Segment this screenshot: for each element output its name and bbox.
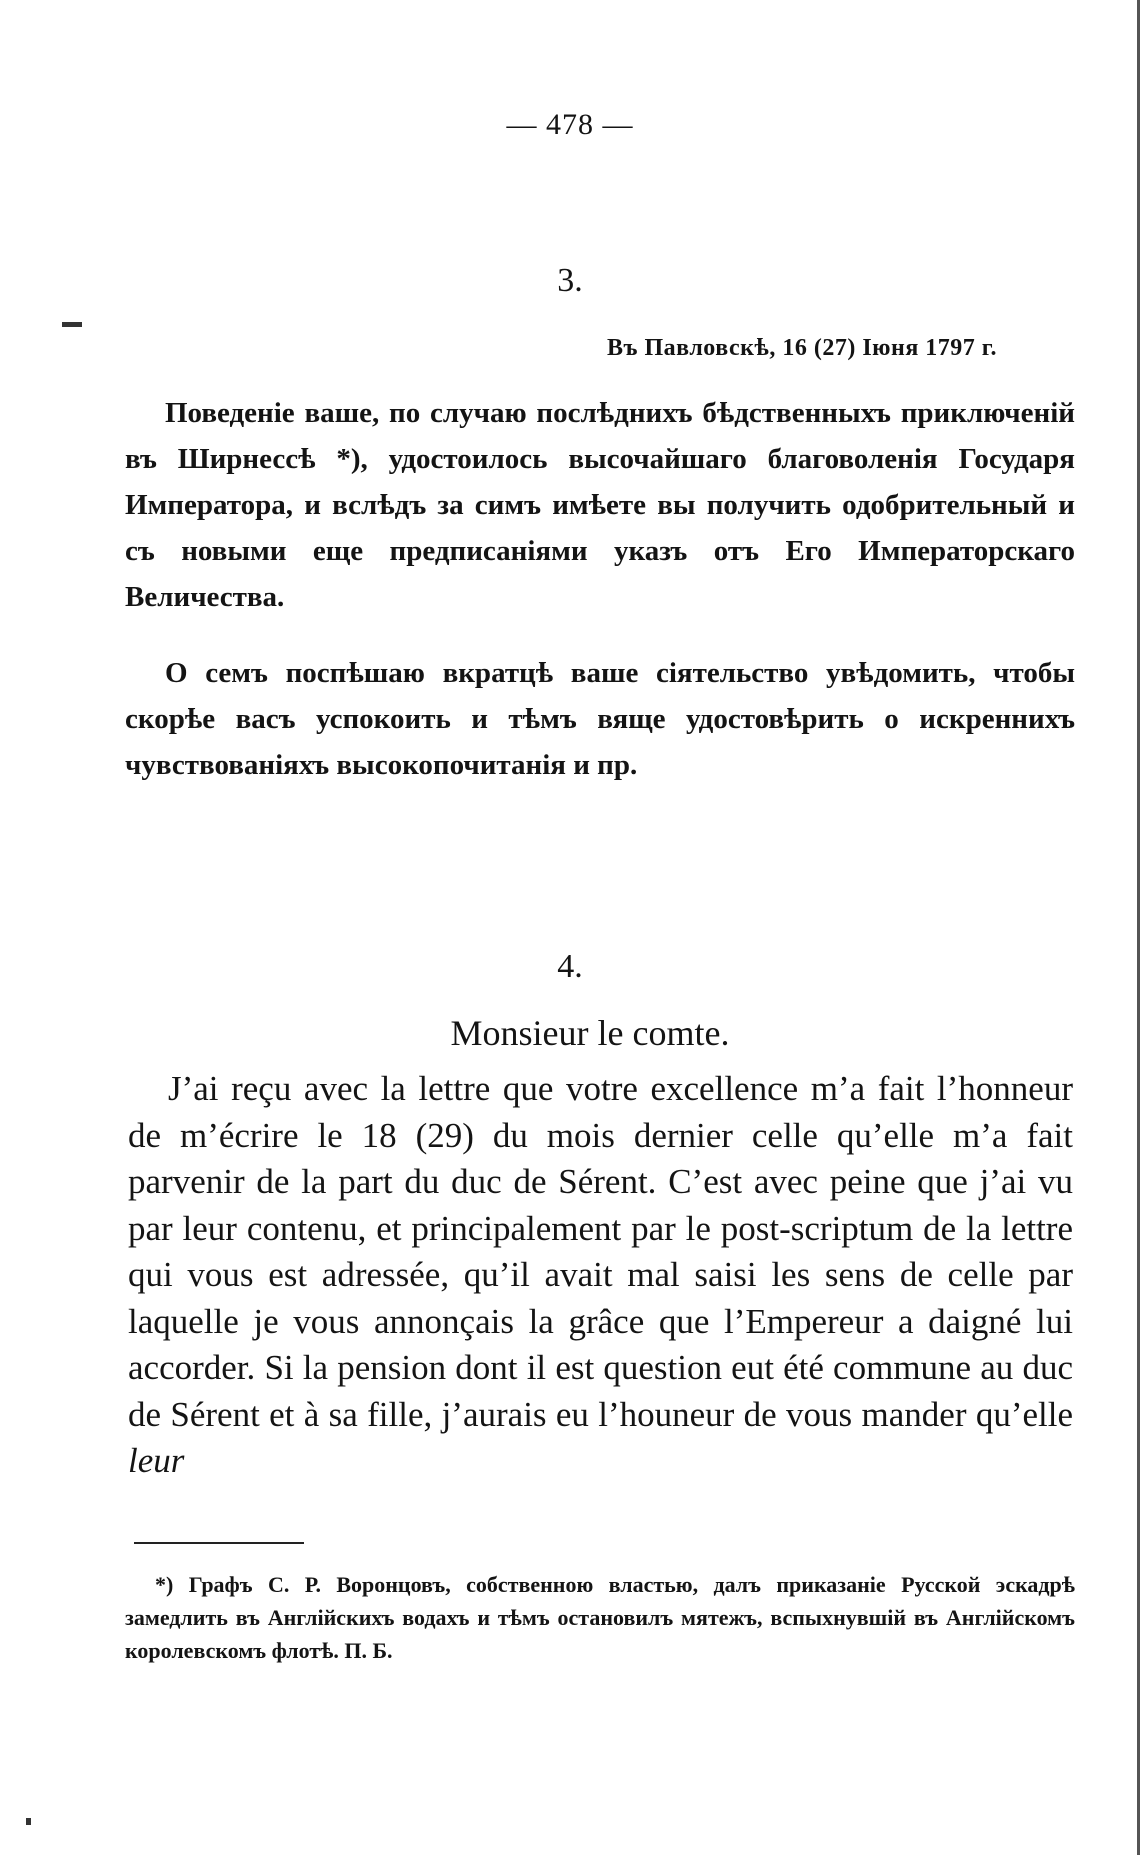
letter-3-dateline: Въ Павловскѣ, 16 (27) Іюня 1797 г. [607,335,997,361]
letter-3-paragraph-1: Поведеніе ваше, по случаю послѣднихъ бѣдственныхъ приключеній въ Ширнессѣ *), удостоилось высочайшаго благоволенія Государя Императора, и вслѣдъ за симъ имѣете вы получить одобрительный и съ новыми еще предписаніями указъ отъ Его Императорскаго Величества. [125,397,1075,613]
letter-4-body-text: J’ai reçu avec la lettre que votre excellence m’a fait l’honneur de m’écrire le 18 (29) du mois dernier celle qu’elle m’a fait parvenir de la part du duc de Sérent. C’est avec peine que j’ai vu par leur contenu, et principalement par le post-scriptum de la lettre qui vous est adressée, qu’il avait mal saisi les sens de celle par laquelle je vous annonçais la grâce que l’Empereur a daigné lui accorder. Si la pension dont il est question eut été commune au duc de Sérent et à sa fille, j’aurais eu l’houneur de vous mander qu’elle [128,1069,1073,1434]
letter-3-paragraph-2: О семъ поспѣшаю вкратцѣ ваше сіятельство увѣдомить, чтобы скорѣе васъ успокоить и тѣмъ вяще удостовѣрить о искреннихъ чувствованіяхъ высокопочитанія и пр. [125,657,1075,781]
page-number: — 478 — [506,108,634,141]
letter-4-salutation: Monsieur le comte. [450,1013,730,1053]
margin-mark [62,322,82,327]
letter-4-number: 4. [557,948,583,985]
footnote: *) Графъ С. Р. Воронцовъ, собственною властью, далъ приказаніе Русской эскадрѣ замедлить въ Англійскихъ водахъ и тѣмъ остановилъ мятежъ, вспыхнувшій въ Англійскомъ королевскомъ флотѣ. П. Б. [125,1572,1075,1663]
letter-3-number: 3. [557,262,583,299]
corner-mark [26,1818,31,1825]
letter-4-body-italic-word: leur [128,1441,185,1480]
letter-4-body [128,1066,1073,1485]
footnote-rule [134,1542,304,1544]
